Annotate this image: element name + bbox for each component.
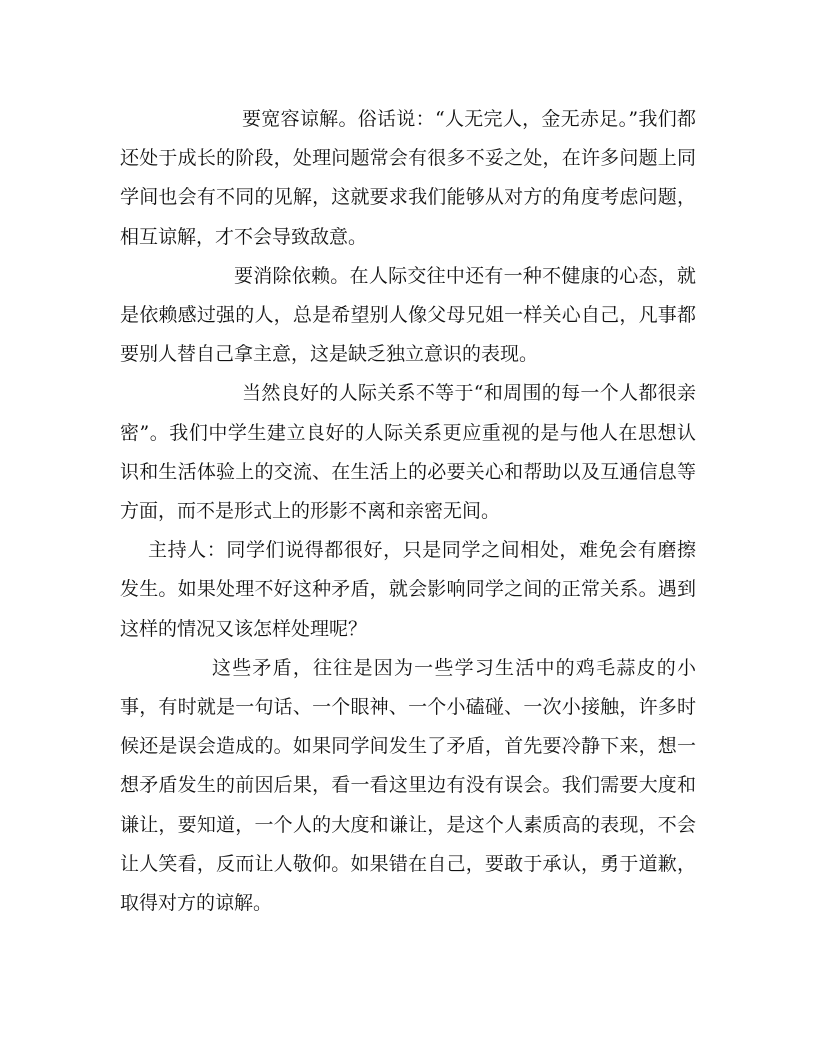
paragraph-tolerance: 要宽容谅解。俗话说：“人无完人，金无赤足。”我们都还处于成长的阶段，处理问题常会有很多不妥之处，在许多问题上同学间也会有不同的见解，这就要求我们能够从对方的角度考虑问题，相互谅解，才不会导致敌意。 [120, 108, 696, 248]
paragraph-conflict-handling: 这些矛盾，往往是因为一些学习生活中的鸡毛蒜皮的小事，有时就是一句话、一个眼神、一个小磕碰、一次小接触，许多时候还是误会造成的。如果同学间发生了矛盾，首先要冷静下来，想一想矛盾发生的前因后果，看一看这里边有没有误会。我们需要大度和谦让，要知道，一个人的大度和谦让，是这个人素质高的表现，不会让人笑看，反而让人敬仰。如果错在自己，要敢于承认，勇于道歉，取得对方的谅解。 [120, 656, 696, 915]
paragraph-host-question: 主持人：同学们说得都很好，只是同学之间相处，难免会有磨擦发生。如果处理不好这种矛盾，就会影响同学之间的正常关系。遇到这样的情况又该怎样处理呢？ [120, 539, 696, 640]
paragraph-dependence: 要消除依赖。在人际交往中还有一种不健康的心态，就是依赖感过强的人，总是希望别人像父母兄姐一样关心自己，凡事都要别人替自己拿主意，这是缺乏独立意识的表现。 [120, 264, 696, 366]
paragraph-relationships: 当然良好的人际关系不等于“和周围的每一个人都很亲密”。我们中学生建立良好的人际关系更应重视的是与他人在思想认识和生活体验上的交流、在生活上的必要关心和帮助以及互通信息等方面，而不是形式上的形影不离和亲密无间。 [120, 382, 696, 523]
document-body [120, 100, 696, 923]
